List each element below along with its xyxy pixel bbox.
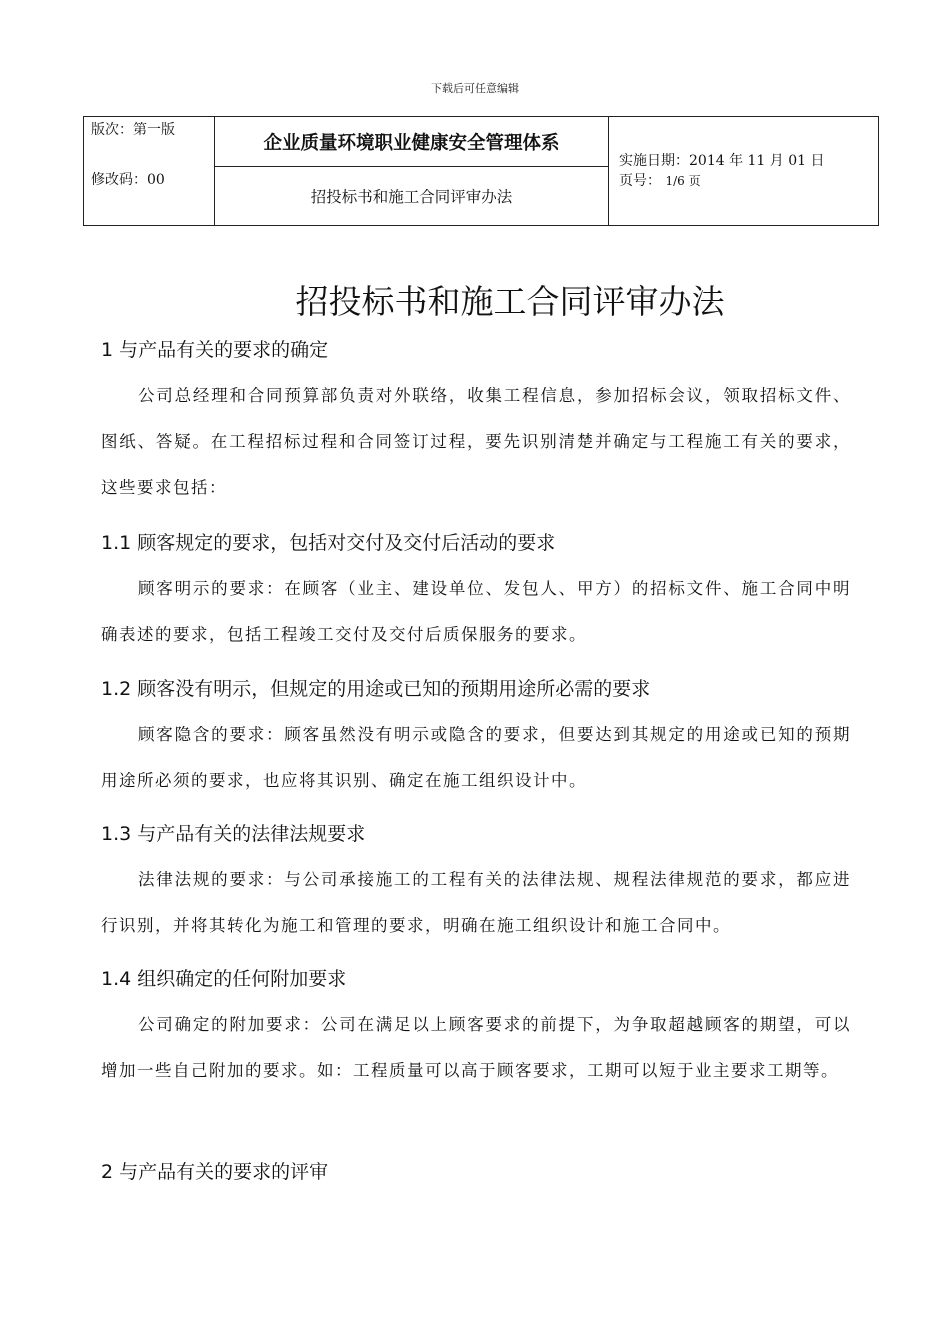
section-1-4-paragraph: 公司确定的附加要求：公司在满足以上顾客要求的前提下，为争取超越顾客的期望，可以增加一些自己附加的要求。如：工程质量可以高于顾客要求，工期可以短于业主要求工期等。 xyxy=(101,1015,851,1080)
page-label: 页号： xyxy=(619,173,661,189)
page-number xyxy=(619,171,878,191)
section-1-paragraph: 公司总经理和合同预算部负责对外联络，收集工程信息，参加招标会议，领取招标文件、图纸、答疑。在工程招标过程和合同签订过程，要先识别清楚并确定与工程施工有关的要求，这些要求包括： xyxy=(101,386,851,497)
date-page-cell xyxy=(609,117,879,226)
revision-cell xyxy=(84,167,215,226)
document-title: 招投标书和施工合同评审办法 xyxy=(295,282,725,321)
edition-label: 版次：第一版 xyxy=(91,122,175,138)
effective-date: 实施日期：2014 年 11 月 01 日 xyxy=(619,153,825,169)
sub-title-cell xyxy=(215,167,609,226)
section-2-heading: 2 与产品有关的要求的评审 xyxy=(101,1161,329,1183)
document-header-table xyxy=(83,116,879,226)
top-note: 下载后可任意编辑 xyxy=(431,82,519,95)
sub-title: 招投标书和施工合同评审办法 xyxy=(310,188,513,206)
section-1-2-paragraph: 顾客隐含的要求：顾客虽然没有明示或隐含的要求，但要达到其规定的用途或已知的预期用途所必须的要求，也应将其识别、确定在施工组织设计中。 xyxy=(101,725,851,790)
revision-label: 修改码：00 xyxy=(91,171,165,188)
section-1-3-paragraph: 法律法规的要求：与公司承接施工的工程有关的法律法规、规程法律规范的要求，都应进行识别，并将其转化为施工和管理的要求，明确在施工组织设计和施工合同中。 xyxy=(101,870,851,935)
section-1-1-paragraph: 顾客明示的要求：在顾客（业主、建设单位、发包人、甲方）的招标文件、施工合同中明确表述的要求，包括工程竣工交付及交付后质保服务的要求。 xyxy=(101,579,851,644)
section-1-2-heading: 1.2 顾客没有明示，但规定的用途或已知的预期用途所必需的要求 xyxy=(101,678,651,700)
system-title-cell xyxy=(215,117,609,167)
edition-cell xyxy=(84,117,215,167)
system-title: 企业质量环境职业健康安全管理体系 xyxy=(263,132,560,154)
section-1-4-heading: 1.4 组织确定的任何附加要求 xyxy=(101,968,347,990)
section-1-3-heading: 1.3 与产品有关的法律法规要求 xyxy=(101,823,366,845)
section-1-1-heading: 1.1 顾客规定的要求，包括对交付及交付后活动的要求 xyxy=(101,532,556,554)
page-value: 1/6 页 xyxy=(665,174,701,188)
section-1-heading: 1 与产品有关的要求的确定 xyxy=(101,339,329,361)
